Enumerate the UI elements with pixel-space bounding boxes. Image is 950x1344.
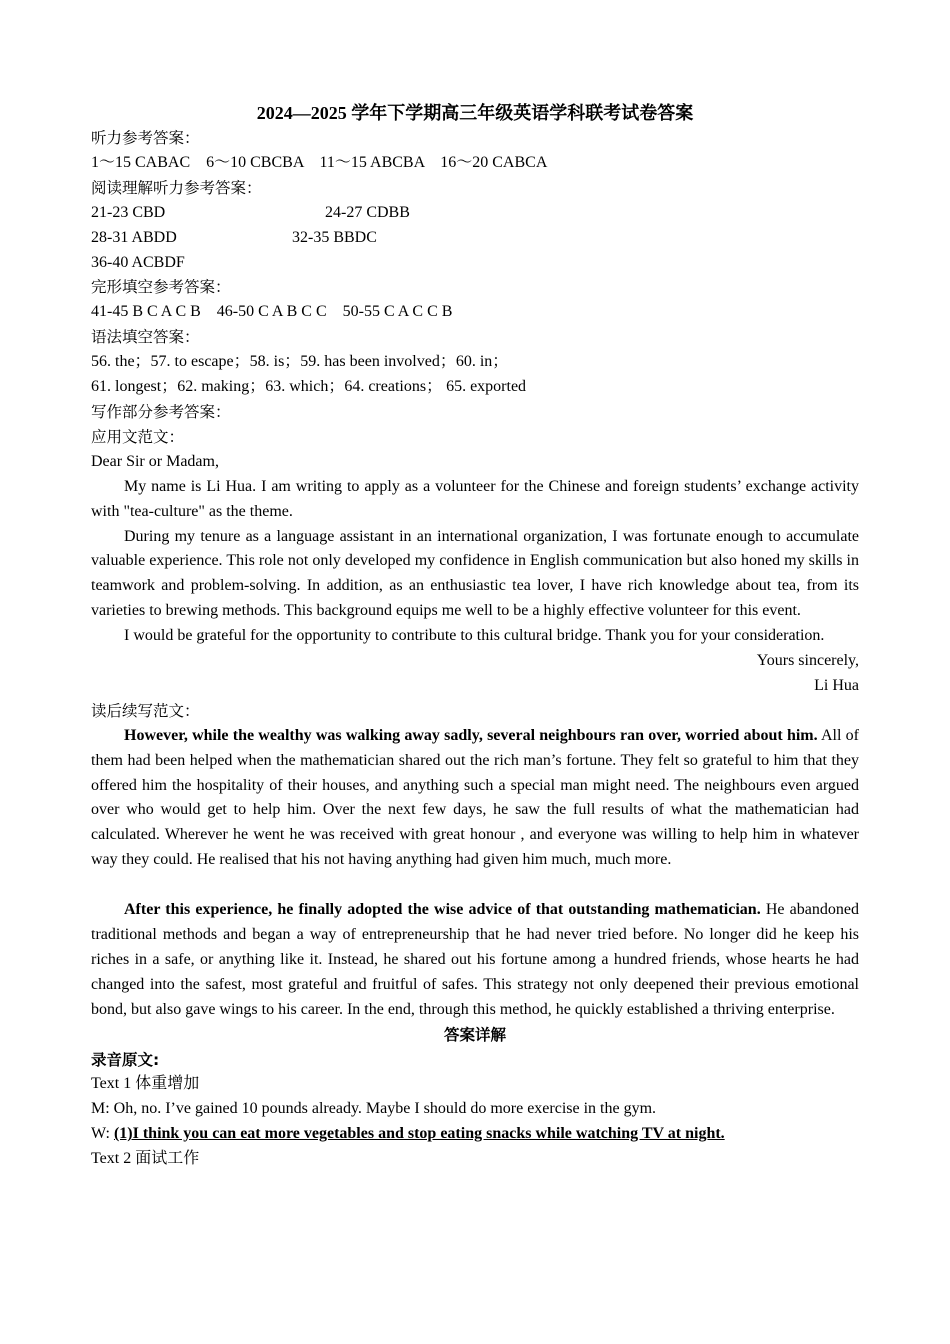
text1-title [91, 1072, 859, 1097]
speaker-label: W: [91, 1125, 114, 1143]
paragraph-lead-sentence: After this experience, he finally adopted the wise advice of that outstanding mathematician. [124, 901, 761, 919]
letter-closing: Yours sincerely, [756, 652, 859, 670]
continuation-writing-heading: 读后续写范文： [91, 701, 200, 720]
listening-answers: 1～15 CABAC 6～10 CBCBA 11～15 ABCBA 16～20 CABCA [91, 153, 548, 171]
letter-signature: Li Hua [814, 676, 859, 694]
dialogue-line-w [91, 1122, 859, 1147]
transcript-heading: 录音原文: [91, 1050, 160, 1069]
text1-title-text: Text 1 体重增加 [91, 1075, 200, 1093]
grammar-answers-line: 61. longest；62. making；63. which；64. creations； 65. exported [91, 378, 527, 396]
letter-paragraph: During my tenure as a language assistant in an international organization, I was fortunate enough to accumulate valuable experience. This role not only developed my confidence in English communication but also honed my skills in teamwork and problem-solving. In addition, as an enthusiastic tea lover, I have rich knowledge about tea, from its varieties to brewing methods. This background equips me well to be a highly effective volunteer for this event. [91, 527, 859, 620]
reading-answer: 21-23 CBD [91, 203, 166, 221]
listening-heading: 听力参考答案： [91, 129, 200, 147]
continuation-paragraph [91, 724, 859, 873]
writing-heading: 写作部分参考答案： [91, 402, 231, 421]
letter-paragraph: My name is Li Hua. I am writing to apply as a volunteer for the Chinese and foreign students’ exchange activity with "tea-culture" as the theme. [91, 477, 859, 520]
letter-paragraph: I would be grateful for the opportunity to contribute to this cultural bridge. Thank you for your consideration. [124, 627, 825, 645]
paragraph-body: All of them had been helped when the mathematician shared out the rich man’s fortune. They felt so grateful to him that they offered him the hospitality of their houses, and anything such a special man might need. The neighbours even argued over who would get to help him. Over the next few days, he saw the full results of what the mathematician had calculated. Wherever he went he was received with great honour , and everyone was willing to help him in whatever way they could. He realised that his not having anything had given him much, much more. [91, 726, 859, 869]
explanation-heading: 答案详解 [443, 1025, 506, 1044]
page-title: 2024—2025 学年下学期高三年级英语学科联考试卷答案 [256, 103, 694, 123]
reading-answers-row [91, 226, 859, 251]
continuation-paragraph [91, 898, 859, 1023]
spacer [91, 873, 859, 898]
reading-answer: 24-27 CDBB [325, 203, 410, 221]
reading-answer: 32-35 BBDC [292, 228, 377, 246]
cloze-answers: 41-45 B C A C B 46-50 C A B C C 50-55 C A C C B [91, 303, 453, 321]
paragraph-lead-sentence: However, while the wealthy was walking away sadly, several neighbours ran over, worried about him. [124, 726, 818, 744]
grammar-heading: 语法填空答案： [91, 328, 200, 347]
reading-answer: 28-31 ABDD [91, 228, 177, 246]
key-answer-sentence: (1)I think you can eat more vegetables and stop eating snacks while watching TV at night. [113, 1125, 725, 1143]
reading-heading: 阅读理解听力参考答案： [91, 178, 262, 197]
text2-title: Text 2 面试工作 [91, 1150, 200, 1168]
practical-writing-heading: 应用文范文： [91, 427, 185, 446]
paragraph-body: He abandoned traditional methods and began a way of entrepreneurship that he had never tried before. No longer did he keep his riches in a safe, or anything like it. Instead, he shared out his fortune among a hundred friends, whose hearts he had changed into the safest, most grateful and fruitful of safes. This strategy not only deepened their previous emotional bond, but also gave wings to his career. In the end, through this method, he quickly established a thriving enterprise. [91, 901, 859, 1018]
letter-salutation: Dear Sir or Madam, [91, 452, 219, 470]
reading-answer: 36-40 ACBDF [91, 253, 185, 271]
reading-answers-row [91, 201, 859, 226]
answer-sheet-page [91, 100, 859, 1172]
cloze-heading: 完形填空参考答案： [91, 278, 231, 297]
dialogue-line-m: M: Oh, no. I’ve gained 10 pounds already. Maybe I should do more exercise in the gym. [91, 1100, 657, 1118]
grammar-answers-line: 56. the；57. to escape；58. is；59. has been involved；60. in； [91, 353, 509, 371]
